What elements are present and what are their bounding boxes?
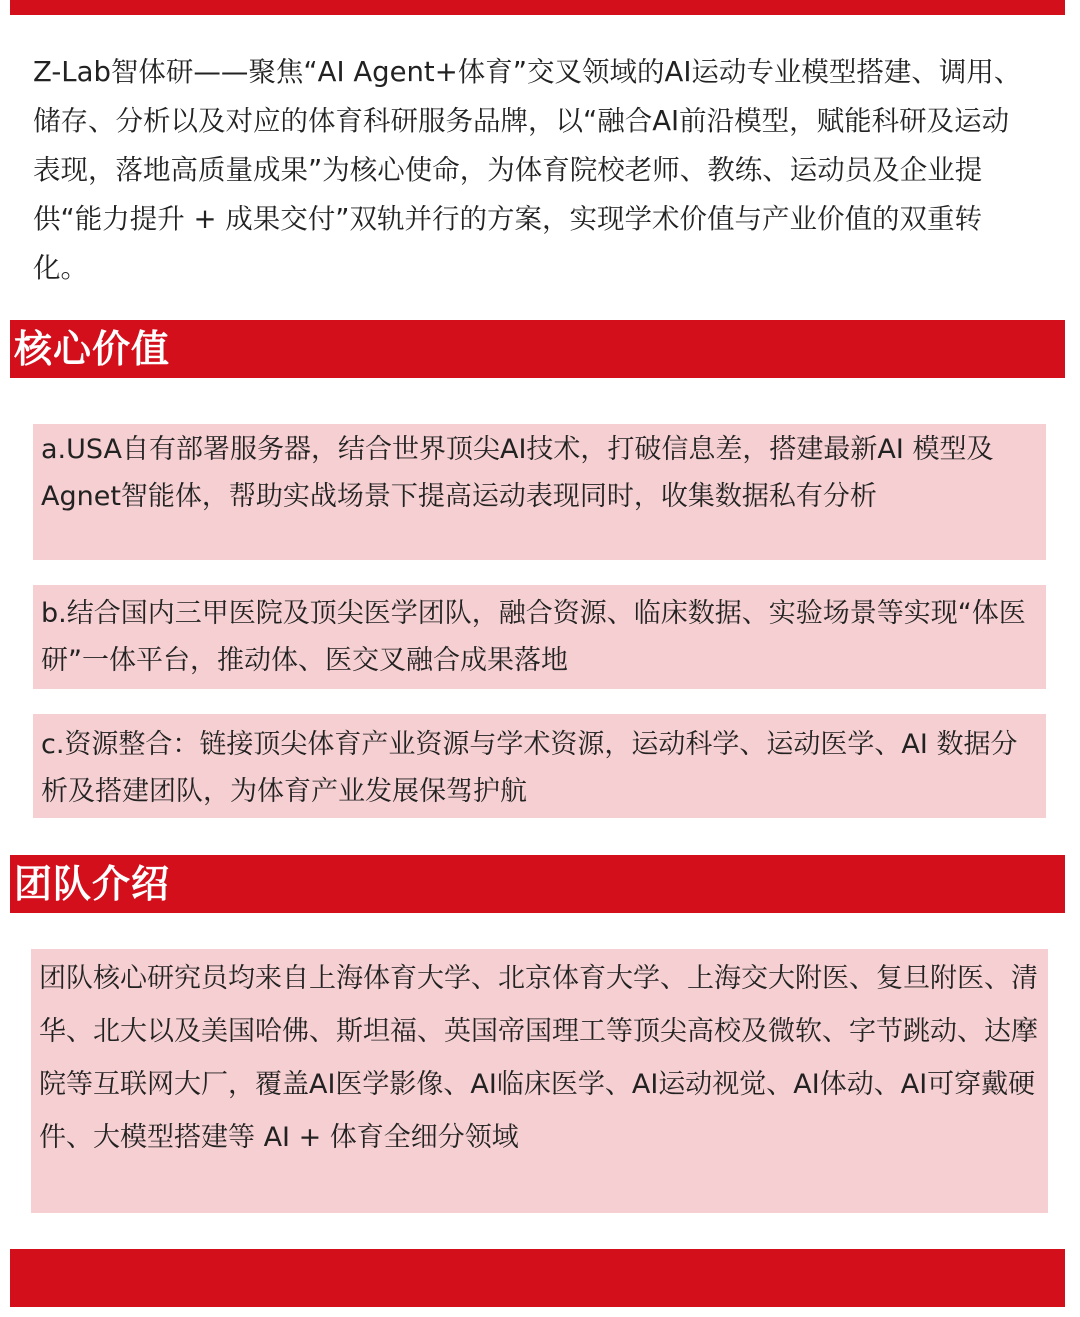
team-title: 团队介绍 xyxy=(14,862,171,906)
core-values-header xyxy=(10,320,1065,378)
core-value-item-a: a.USA自有部署服务器，结合世界顶尖AI技术，打破信息差，搭建最新AI 模型及Agnet智能体，帮助实战场景下提高运动表现同时，收集数据私有分析 xyxy=(33,424,1046,560)
team-description: 团队核心研究员均来自上海体育大学、北京体育大学、上海交大附医、复旦附医、清华、北大以及美国哈佛、斯坦福、英国帝国理工等顶尖高校及微软、字节跳动、达摩院等互联网大厂，覆盖AI医学影像、AI临床医学、AI运动视觉、AI体动、AI可穿戴硬件、大模型搭建等 AI + 体育全细分领域 xyxy=(31,949,1048,1213)
core-values-title: 核心价值 xyxy=(14,327,171,371)
top-section-bar xyxy=(10,0,1065,15)
core-value-item-b: b.结合国内三甲医院及顶尖医学团队，融合资源、临床数据、实验场景等实现“体医研”一体平台，推动体、医交叉融合成果落地 xyxy=(33,585,1046,689)
team-header xyxy=(10,855,1065,913)
core-value-item-c: c.资源整合：链接顶尖体育产业资源与学术资源，运动科学、运动医学、AI 数据分析及搭建团队，为体育产业发展保驾护航 xyxy=(33,714,1046,818)
bottom-section-bar xyxy=(10,1249,1065,1307)
intro-paragraph: Z-Lab智体研——聚焦“AI Agent+体育”交叉领域的AI运动专业模型搭建、调用、储存、分析以及对应的体育科研服务品牌，以“融合AI前沿模型，赋能科研及运动表现，落地高质量成果”为核心使命，为体育院校老师、教练、运动员及企业提供“能力提升 + 成果交付”双轨并行的方案，实现学术价值与产业价值的双重转化。 xyxy=(33,56,1022,284)
